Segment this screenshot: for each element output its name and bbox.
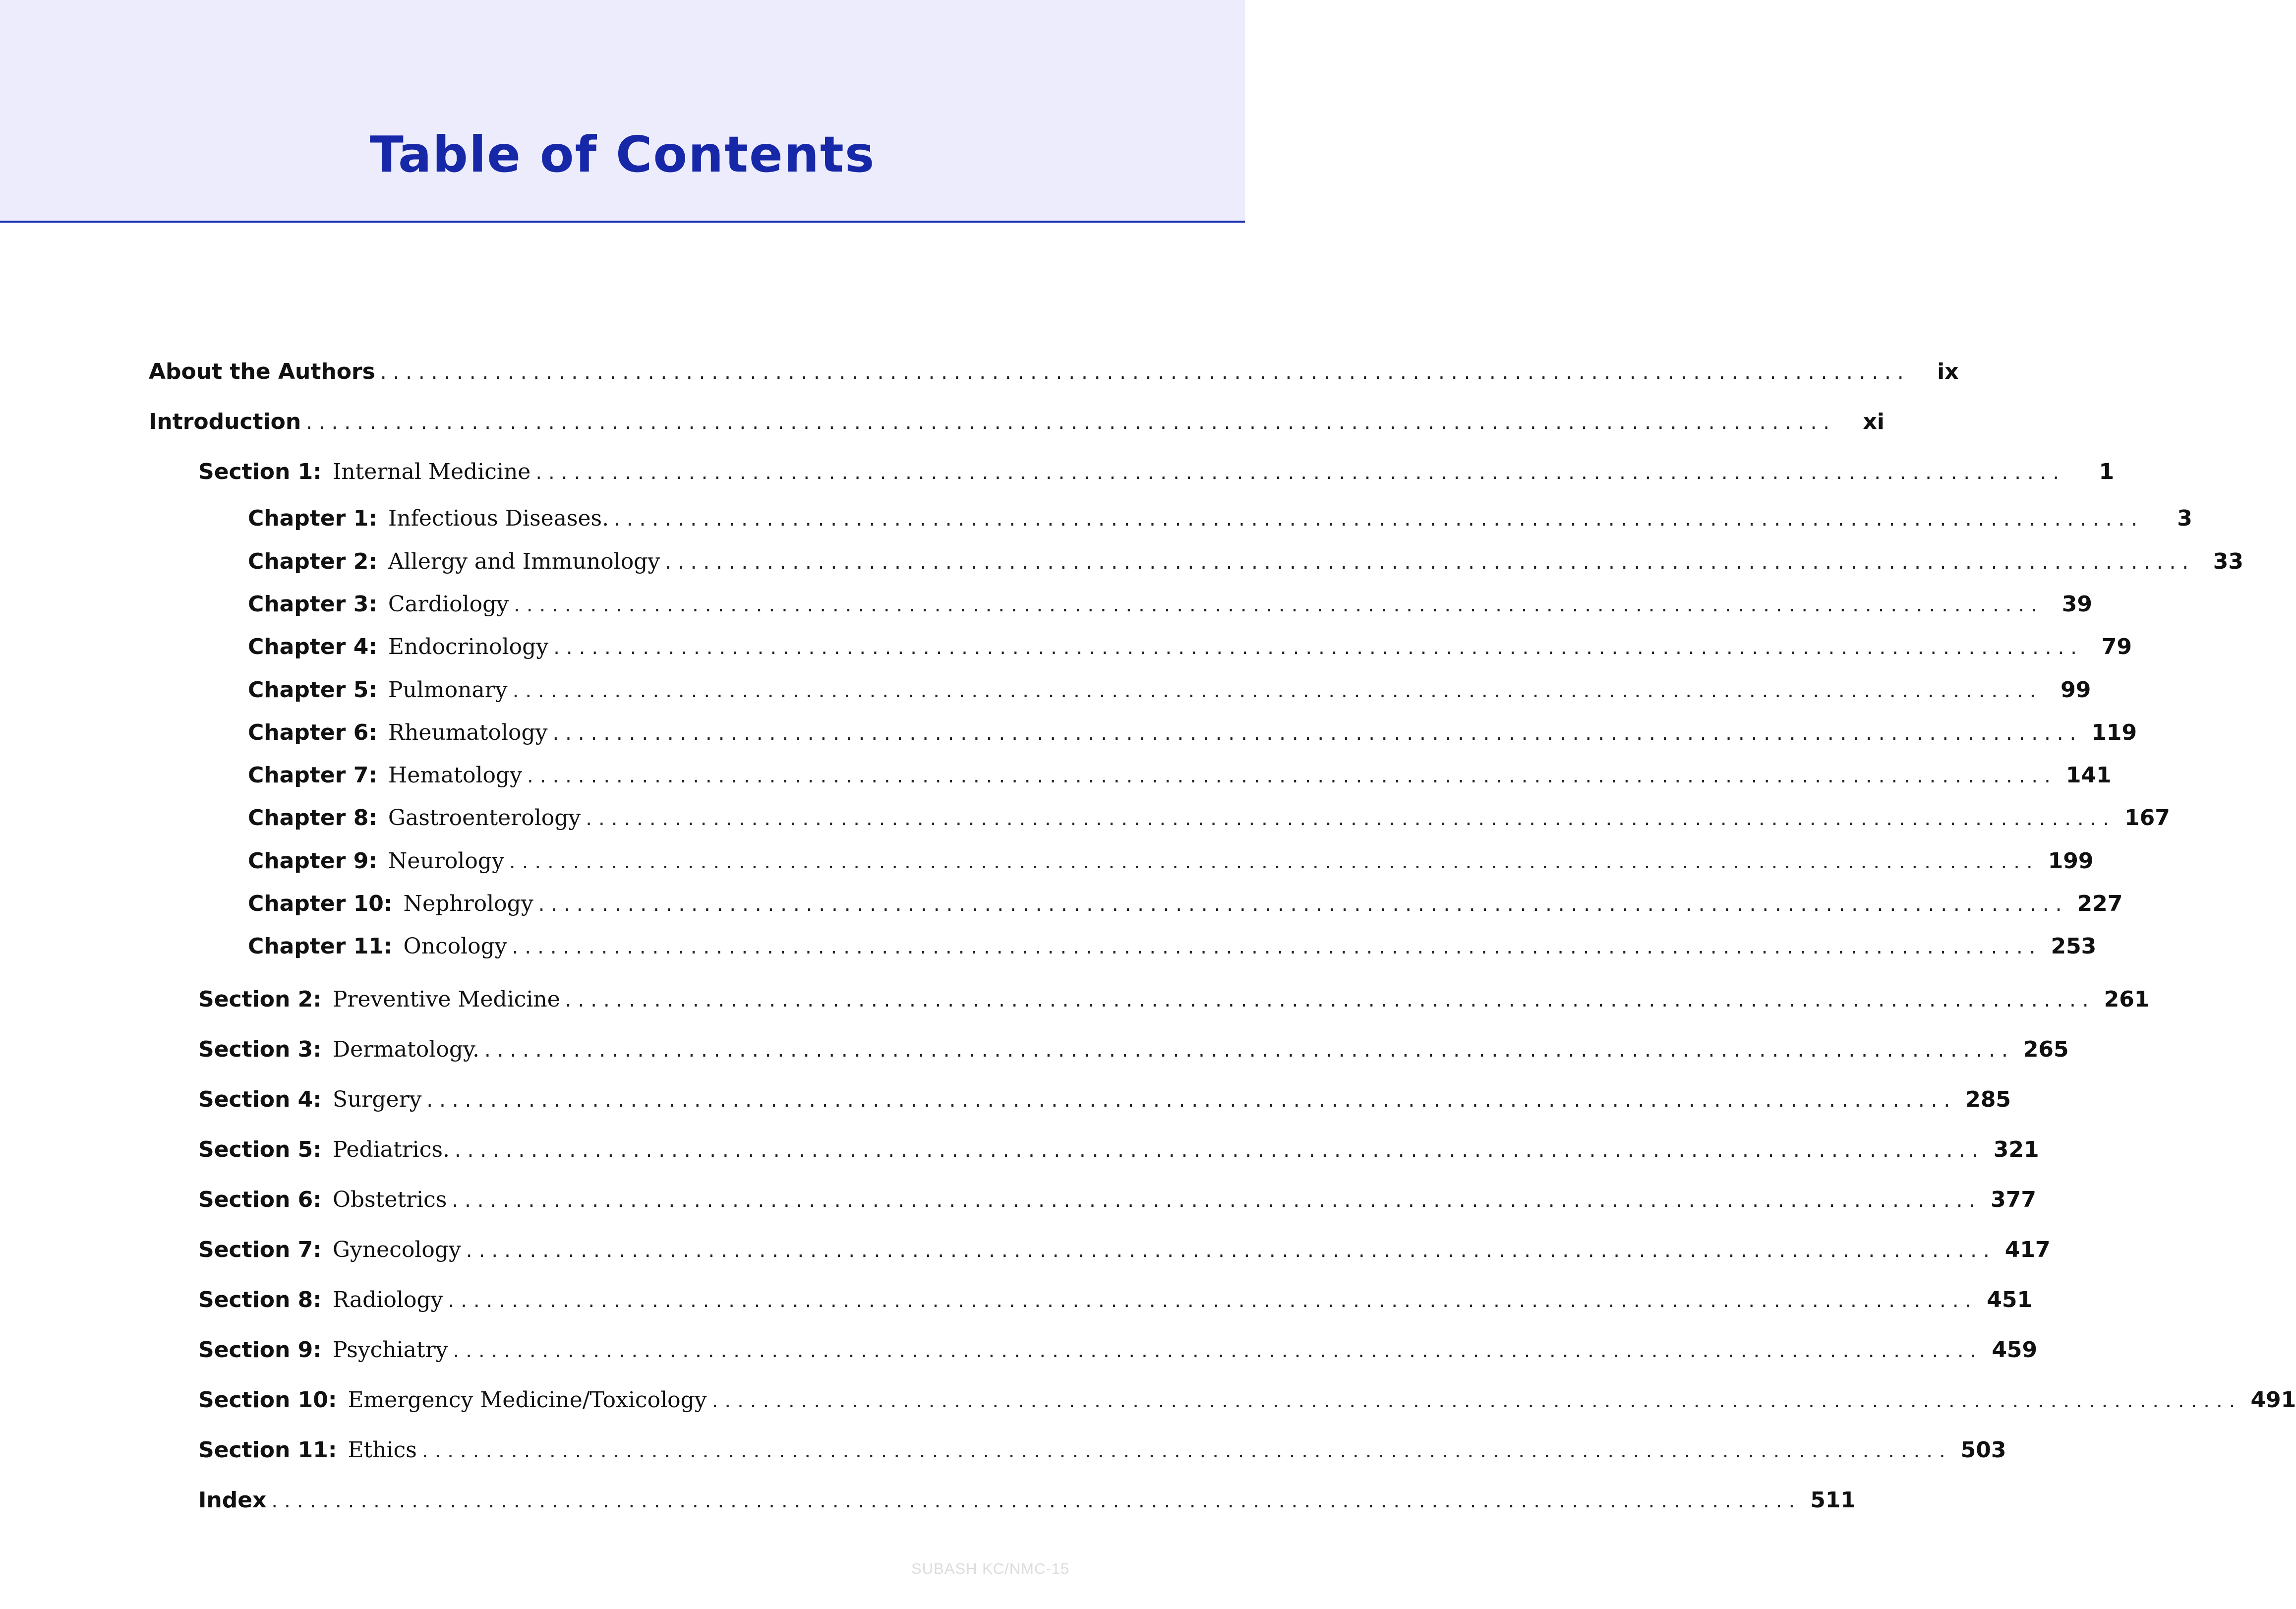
toc-entry-label: About the Authors xyxy=(149,359,375,384)
page-title: Table of Contents xyxy=(369,125,876,183)
dot-leader: ........................................................................................................................ xyxy=(514,594,2044,616)
watermark: SUBASH KC/NMC-15 xyxy=(911,1560,1070,1577)
toc-entry-page-number: 459 xyxy=(1992,1337,2038,1363)
toc-entry[interactable] xyxy=(248,546,2243,578)
toc-entry-page-number: 285 xyxy=(1965,1087,2011,1112)
toc-entry-label: Chapter 4: xyxy=(248,634,377,659)
toc-entry-page-number: 503 xyxy=(1960,1437,2006,1463)
toc-entry[interactable] xyxy=(198,1084,2011,1116)
toc-entry-page-number: 417 xyxy=(2004,1237,2051,1262)
toc-entry[interactable] xyxy=(198,456,2115,488)
toc-entry[interactable] xyxy=(248,760,2112,791)
toc-entry-title: Pulmonary xyxy=(388,677,508,703)
toc-entry-title: Ethics xyxy=(348,1437,417,1463)
dot-leader: ........................................................................................................................ xyxy=(527,765,2057,787)
toc-entry[interactable] xyxy=(248,888,2123,920)
dot-leader: ........................................................................................................................ xyxy=(509,850,2039,873)
toc-entry-title: Endocrinology xyxy=(388,634,549,659)
toc-entry[interactable] xyxy=(198,1184,2037,1216)
dot-leader: ........................................................................................................................ xyxy=(454,1139,1985,1162)
toc-entry-title: Internal Medicine xyxy=(332,459,531,484)
toc-entry-label: Section 2: xyxy=(198,987,322,1012)
dot-leader: ........................................................................................................................ xyxy=(453,1339,1983,1362)
dot-leader: ........................................................................................................................ xyxy=(565,989,2095,1012)
toc-entry-label: Section 4: xyxy=(198,1087,322,1112)
toc-entry-title: Allergy and Immunology xyxy=(388,549,660,574)
toc-entry-title: Obstetrics xyxy=(332,1187,447,1212)
dot-leader: ........................................................................................................................ xyxy=(553,636,2083,659)
toc-entry-title: Neurology xyxy=(388,848,504,874)
toc-entry-label: Section 7: xyxy=(198,1237,322,1262)
dot-leader: ........................................................................................................................ xyxy=(306,411,1836,434)
toc-entry-title: Radiology xyxy=(332,1287,443,1312)
dot-leader: ........................................................................................................................ xyxy=(452,1189,1982,1212)
toc-entry[interactable] xyxy=(248,503,2192,535)
toc-entry[interactable] xyxy=(248,674,2091,706)
toc-entry[interactable] xyxy=(198,1284,2033,1316)
dot-leader: ........................................................................................................................ xyxy=(512,936,2042,958)
toc-entry-page-number: 1 xyxy=(2099,459,2115,484)
toc-entry-label: Chapter 10: xyxy=(248,891,393,916)
toc-entry-title: Nephrology xyxy=(403,891,533,916)
dot-leader: ........................................................................................................................ xyxy=(535,461,2066,484)
toc-entry[interactable] xyxy=(149,406,1885,438)
toc-entry-label: Chapter 3: xyxy=(248,592,377,617)
toc-entry-label: Chapter 7: xyxy=(248,763,377,788)
toc-entry-label: Index xyxy=(198,1488,267,1513)
dot-leader: ........................................................................................................................ xyxy=(711,1389,2242,1412)
dot-leader: ........................................................................................................................ xyxy=(466,1239,1996,1262)
dot-leader: ........................................................................................................................ xyxy=(421,1439,1952,1462)
toc-entry[interactable] xyxy=(198,1384,2296,1416)
dot-leader: ........................................................................................................................ xyxy=(552,722,2083,745)
toc-entry-title: Surgery xyxy=(332,1087,422,1112)
toc-entry[interactable] xyxy=(248,931,2097,962)
toc-entry-label: Chapter 1: xyxy=(248,506,377,531)
toc-entry-page-number: 199 xyxy=(2048,848,2094,874)
dot-leader: ........................................................................................................................ xyxy=(484,1039,2014,1062)
dot-leader: ........................................................................................................................ xyxy=(426,1089,1957,1112)
toc-entry-title: Preventive Medicine xyxy=(332,987,560,1012)
dot-leader: ........................................................................................................................ xyxy=(271,1490,1802,1512)
toc-entry-title: Infectious Diseases. xyxy=(388,506,609,531)
dot-leader: ........................................................................................................................ xyxy=(380,361,1910,384)
dot-leader: ........................................................................................................................ xyxy=(614,508,2144,531)
toc-entry-page-number: 167 xyxy=(2124,805,2170,831)
toc-entry-label: Chapter 6: xyxy=(248,720,377,745)
toc-entry-label: Chapter 2: xyxy=(248,549,377,574)
toc-entry-label: Section 10: xyxy=(198,1387,337,1413)
toc-entry[interactable] xyxy=(198,1034,2069,1066)
toc-entry-page-number: 265 xyxy=(2023,1037,2069,1062)
dot-leader: ........................................................................................................................ xyxy=(538,893,2068,916)
toc-entry-page-number: 261 xyxy=(2104,987,2150,1012)
toc-entry-page-number: 141 xyxy=(2065,763,2112,788)
toc-entry-page-number: 39 xyxy=(2061,592,2092,617)
toc-entry-title: Rheumatology xyxy=(388,720,548,745)
dot-leader: ........................................................................................................................ xyxy=(512,679,2043,702)
toc-entry-title: Gastroenterology xyxy=(388,805,581,831)
toc-entry-title: Dermatology. xyxy=(332,1037,480,1062)
toc-entry-label: Section 6: xyxy=(198,1187,322,1212)
toc-entry[interactable] xyxy=(198,1485,1856,1516)
toc-entry-label: Section 3: xyxy=(198,1037,322,1062)
toc-entry-label: Section 5: xyxy=(198,1137,322,1162)
toc-entry-page-number: xi xyxy=(1863,409,1885,434)
dot-leader: ........................................................................................................................ xyxy=(448,1289,1978,1312)
toc-entry-page-number: 377 xyxy=(1991,1187,2037,1212)
toc-entry[interactable] xyxy=(198,984,2150,1015)
toc-entry[interactable] xyxy=(248,589,2092,620)
toc-entry-label: Section 9: xyxy=(198,1337,322,1363)
toc-entry-label: Chapter 9: xyxy=(248,848,377,874)
toc-entry-page-number: 321 xyxy=(1993,1137,2039,1162)
toc-entry[interactable] xyxy=(248,845,2094,877)
toc-entry-label: Section 8: xyxy=(198,1287,322,1312)
toc-entry-page-number: ix xyxy=(1937,359,1959,384)
dot-leader: ........................................................................................................................ xyxy=(665,551,2195,574)
toc-entry-page-number: 79 xyxy=(2101,634,2132,659)
toc-entry-title: Gynecology xyxy=(332,1237,461,1262)
toc-entry[interactable] xyxy=(248,631,2132,663)
toc-entry-label: Chapter 5: xyxy=(248,677,377,703)
toc-entry-label: Chapter 8: xyxy=(248,805,377,831)
toc-entry-page-number: 511 xyxy=(1810,1488,1856,1513)
toc-entry-label: Section 1: xyxy=(198,459,322,484)
toc-entry[interactable] xyxy=(198,1134,2039,1166)
toc-entry[interactable] xyxy=(198,1434,2006,1466)
toc-entry-page-number: 227 xyxy=(2077,891,2123,916)
toc-entry-label: Section 11: xyxy=(198,1437,337,1463)
toc-entry[interactable] xyxy=(248,802,2170,834)
toc-entry-title: Pediatrics. xyxy=(332,1137,450,1162)
toc-entry[interactable] xyxy=(198,1334,2038,1366)
toc-entry-page-number: 491 xyxy=(2250,1387,2296,1413)
toc-entry-page-number: 451 xyxy=(1987,1287,2033,1312)
toc-entry-title: Cardiology xyxy=(388,592,509,617)
toc-entry-page-number: 119 xyxy=(2091,720,2137,745)
toc-entry-label: Chapter 11: xyxy=(248,934,393,959)
toc-entry-page-number: 99 xyxy=(2061,677,2091,703)
toc-entry-page-number: 33 xyxy=(2213,549,2243,574)
toc-entry-title: Hematology xyxy=(388,763,523,788)
toc-entry-label: Introduction xyxy=(149,409,301,434)
dot-leader: ........................................................................................................................ xyxy=(586,807,2116,830)
toc-entry[interactable] xyxy=(248,717,2137,749)
toc-entry-page-number: 253 xyxy=(2051,934,2097,959)
toc-entry-page-number: 3 xyxy=(2177,506,2192,531)
toc-entry-title: Emergency Medicine/Toxicology xyxy=(348,1387,707,1413)
toc-entry[interactable] xyxy=(149,356,1959,388)
toc-entry-title: Psychiatry xyxy=(332,1337,448,1363)
toc-entry[interactable] xyxy=(198,1234,2051,1266)
toc-entry-title: Oncology xyxy=(403,934,507,959)
